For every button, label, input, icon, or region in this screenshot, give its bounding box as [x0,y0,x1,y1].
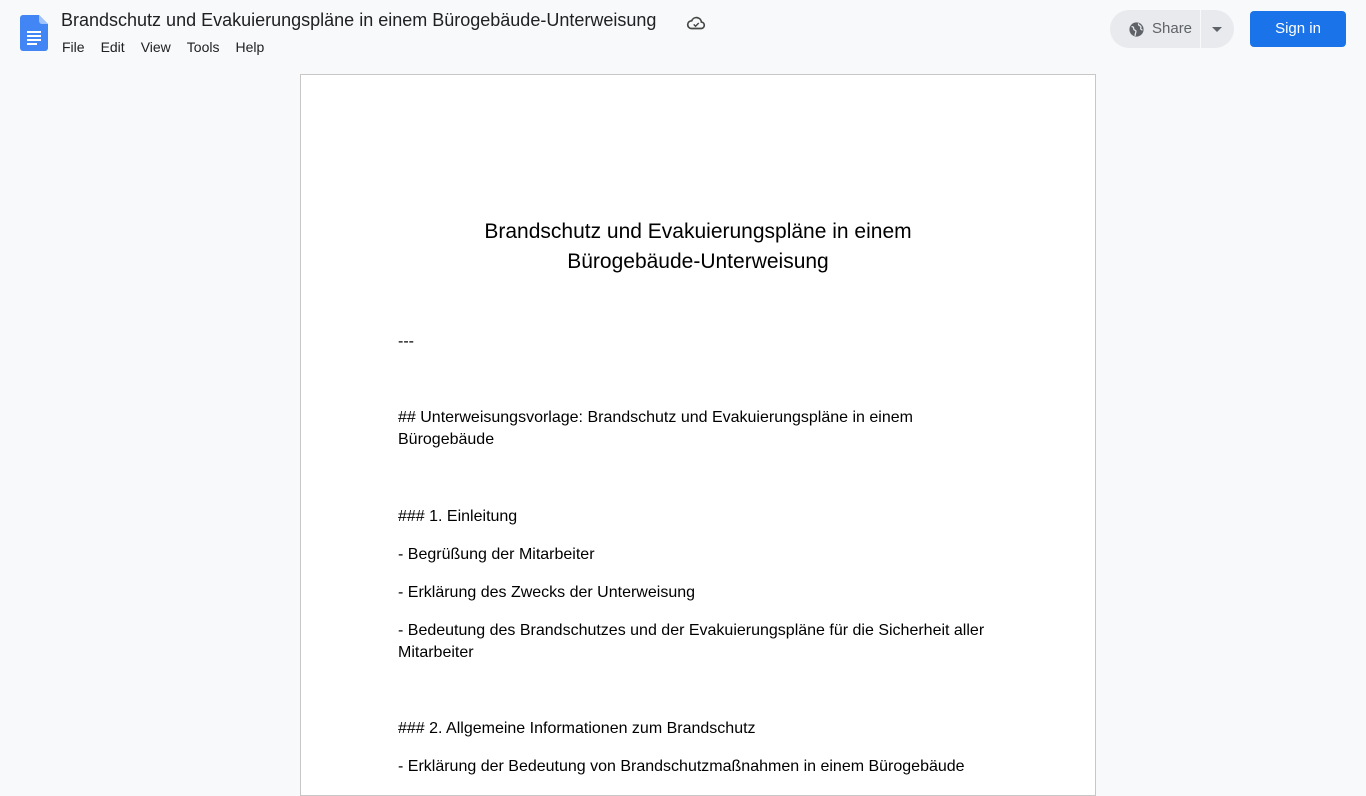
document-heading-line-1: Brandschutz und Evakuierungspläne in einem [484,220,912,243]
paragraph-separator: --- [398,333,414,350]
list-item: - Erklärung der Bedeutung von Brandschutzmaßnahmen in einem Bürogebäude [398,758,965,775]
menu-file[interactable]: File [62,39,85,55]
menu-bar [54,36,272,58]
document-page[interactable] [300,74,1096,796]
list-item: - Bedeutung des Brandschutzes und der Evakuierungspläne für die Sicherheit aller Mitarbeiter [398,622,985,661]
cloud-saved-icon[interactable] [685,12,707,34]
menu-tools[interactable]: Tools [186,39,220,55]
menu-help[interactable]: Help [235,39,265,55]
document-heading-line-2: Bürogebäude-Unterweisung [567,250,829,273]
sign-in-button[interactable]: Sign in [1250,11,1346,47]
document-title[interactable]: Brandschutz und Evakuierungspläne in einem Bürogebäude-Unterweisung [61,10,657,30]
paragraph-heading-template: ## Unterweisungsvorlage: Brandschutz und Evakuierungspläne in einem Bürogebäude [398,409,913,448]
list-item: - Erklärung des Zwecks der Unterweisung [398,584,696,601]
document-heading [398,217,998,277]
top-bar [0,0,1366,64]
share-label: Share [1152,20,1193,37]
menu-view[interactable]: View [140,39,171,55]
docs-logo-icon[interactable] [20,15,48,51]
share-dropdown-button[interactable] [1201,10,1234,48]
paragraph-heading-section-2: ### 2. Allgemeine Informationen zum Brandschutz [398,720,756,737]
globe-icon [1128,21,1145,38]
caret-down-icon [1212,27,1222,32]
list-item: - Begrüßung der Mitarbeiter [398,546,595,563]
share-button-group [1110,10,1234,48]
paragraph-heading-section-1: ### 1. Einleitung [398,508,518,525]
share-button[interactable] [1110,10,1200,48]
menu-edit[interactable]: Edit [100,39,125,55]
